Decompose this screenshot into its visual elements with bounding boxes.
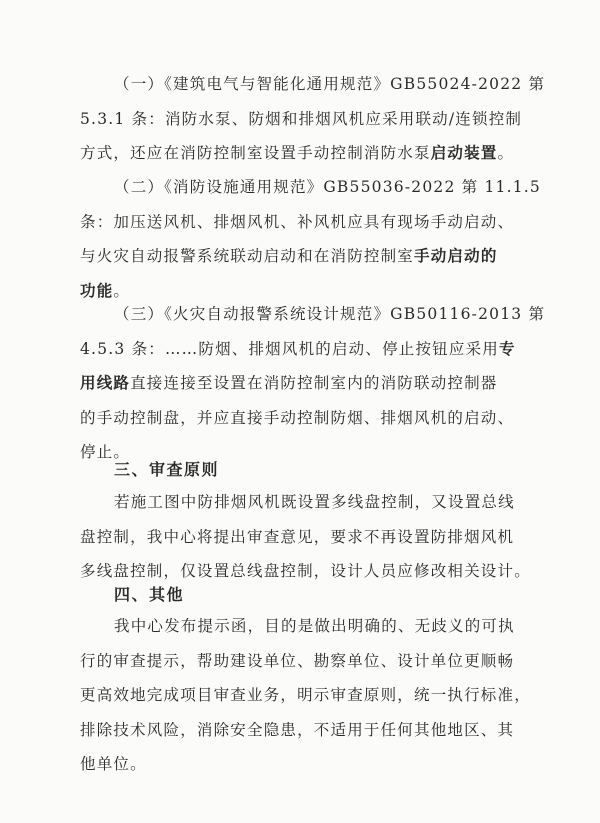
text-line [80, 366, 520, 401]
text-span: 。 [497, 144, 515, 162]
text-line [80, 332, 520, 367]
text-line: 他单位。 [80, 755, 147, 773]
text-span: 4.5.3 条：……防烟、排烟风机的启动、停止按钮应采用 [80, 339, 499, 358]
paragraph-code-1 [80, 67, 546, 171]
bold-text: 功能 [80, 281, 114, 300]
text-line: 多线盘控制，仅设置总线盘控制，设计人员应修改相关设计。 [80, 562, 531, 580]
text-span: 与火灾自动报警系统联动启动和在消防控制室 [80, 247, 415, 265]
bold-text: 用线路 [80, 374, 131, 392]
text-span: 直接连接至设置在消防控制室内的消防联动控制器 [130, 374, 498, 392]
bold-text: 手动启动的 [414, 247, 498, 265]
bold-text: 专 [498, 339, 516, 358]
paragraph-other [80, 609, 531, 782]
section-heading: 四、其他 [114, 585, 185, 604]
text-line: 5.3.1 条：消防水泵、防烟和排烟风机应采用联动/连锁控制 [80, 109, 523, 128]
text-line: 我中心发布提示函，目的是做出明确的、无歧义的可执 [114, 617, 515, 635]
section-heading: 三、审查原则 [114, 460, 220, 479]
text-line: （三）《火灾自动报警系统设计规范》GB50116-2013 第 [114, 305, 546, 323]
paragraph-review-principle [80, 485, 531, 589]
paragraph-code-3 [80, 297, 546, 470]
text-line: 停止。 [80, 443, 131, 461]
text-span: 方式，还应在消防控制室设置手动控制消防水泵 [80, 144, 431, 162]
bold-text: 启动装置 [430, 144, 498, 162]
text-line: 排除技术风险，消除安全隐患，不适用于任何其他地区、其 [80, 720, 515, 739]
text-line: （二）《消防设施通用规范》GB55036-2022 第 11.1.5 [114, 178, 541, 196]
text-line: 更高效地完成项目审查业务，明示审查原则，统一执行标准， [80, 686, 531, 704]
text-line: 的手动控制盘，并应直接手动控制防烟、排烟风机的启动、 [80, 408, 515, 427]
text-span: 。 [113, 281, 131, 300]
text-line: 若施工图中防排烟风机既设置多线盘控制，又设置总线 [114, 493, 515, 511]
text-line [80, 136, 520, 171]
text-line: 盘控制，我中心将提出审查意见，要求不再设置防排烟风机 [80, 527, 515, 546]
text-line [80, 239, 520, 274]
text-line: 条：加压送风机、排烟风机、补风机应具有现场手动启动、 [80, 212, 515, 231]
text-line: （一）《建筑电气与智能化通用规范》GB55024-2022 第 [114, 75, 546, 93]
text-line: 行的审查提示，帮助建设单位、勘察单位、设计单位更顺畅 [80, 651, 515, 670]
paragraph-code-2 [80, 170, 541, 308]
